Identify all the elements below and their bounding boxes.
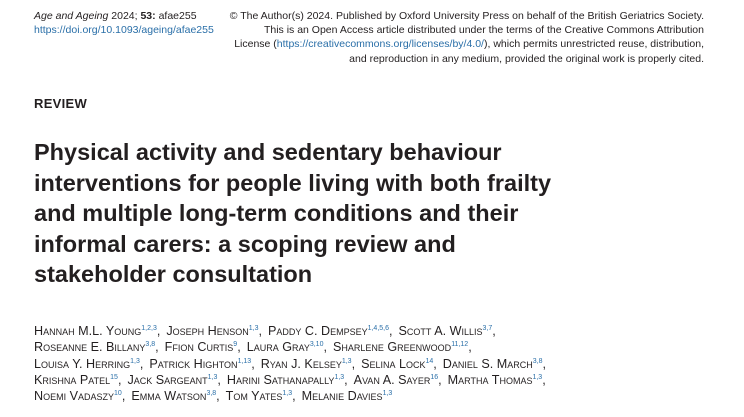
author-name[interactable]: Patrick Highton$^{1,13}$,: [149, 356, 255, 371]
journal-volume: 53:: [140, 10, 156, 22]
author-line: [34, 339, 734, 355]
author-name[interactable]: Sharlene Greenwood$^{11,12}$,: [332, 340, 472, 355]
author-name[interactable]: Melanie Davies$^{1,3}$: [301, 389, 393, 404]
author-name[interactable]: Ffion Curtis$^9$,: [164, 340, 241, 355]
affiliation-marker[interactable]: 16: [430, 373, 439, 381]
license-text: License (: [234, 38, 277, 51]
license-line: This is an Open Access article distributed under the terms of the Creative Commons Attribution: [263, 24, 704, 37]
title-line: informal carers: a scoping review and: [34, 230, 456, 257]
license-notice: [204, 9, 704, 66]
title-line: Physical activity and sedentary behaviour: [34, 139, 502, 165]
author-name[interactable]: Paddy C. Dempsey$^{1,4,5,6}$,: [267, 324, 393, 338]
affiliation-marker[interactable]: 1,3: [334, 373, 345, 381]
affiliation-marker[interactable]: 15: [110, 373, 118, 381]
affiliation-marker[interactable]: 1,3: [130, 357, 140, 365]
affiliation-marker[interactable]: 3,8: [145, 341, 156, 349]
affiliation-marker[interactable]: 1,3: [341, 357, 352, 365]
section-label: REVIEW: [34, 96, 88, 111]
author-line: [34, 372, 734, 388]
author-name[interactable]: Roseanne E. Billany$^{3,8}$,: [34, 340, 159, 355]
citation-header: [34, 9, 214, 37]
title-line: and multiple long-term conditions and their: [34, 200, 519, 226]
affiliation-marker[interactable]: 3,7: [482, 325, 493, 332]
affiliation-marker[interactable]: 9: [233, 341, 238, 349]
author-list: [34, 323, 734, 404]
author-name[interactable]: Louisa Y. Herring$^{1,3}$,: [34, 356, 144, 371]
author-name[interactable]: Joseph Henson$^{1,3}$,: [166, 324, 262, 338]
author-name[interactable]: Emma Watson$^{3,8}$,: [131, 389, 220, 404]
author-name[interactable]: Tom Yates$^{1,3}$,: [225, 389, 296, 404]
title-line: interventions for people living with both frailty: [34, 169, 552, 196]
author-name[interactable]: Hannah M.L. Young$^{1,2,3}$,: [34, 324, 161, 338]
affiliation-marker[interactable]: 1,4,5,6: [367, 325, 390, 332]
license-text: ), which permits unrestricted reuse, distribution,: [483, 38, 704, 51]
affiliation-marker[interactable]: 14: [425, 357, 434, 365]
license-line: © The Author(s) 2024. Published by Oxford University Press on behalf of the British Geriatrics Society.: [229, 10, 704, 22]
license-line: [204, 37, 704, 51]
affiliation-marker[interactable]: 1,3: [532, 373, 543, 381]
affiliation-marker[interactable]: 3,8: [206, 390, 217, 398]
author-name[interactable]: Selina Lock$^{14}$,: [361, 356, 437, 371]
author-name[interactable]: Laura Gray$^{3,10}$,: [246, 340, 327, 355]
affiliation-marker[interactable]: 1,13: [237, 357, 252, 365]
author-name[interactable]: Scott A. Willis$^{3,7}$,: [398, 324, 496, 338]
citation-line: [34, 9, 214, 23]
article-number: afae255: [158, 10, 197, 22]
affiliation-marker[interactable]: 1,3: [282, 390, 293, 398]
affiliation-marker[interactable]: 10: [114, 390, 122, 398]
doi-link[interactable]: https://doi.org/10.1093/ageing/afae255: [34, 24, 214, 36]
author-line: [34, 356, 734, 372]
author-name[interactable]: Noemi Vadaszy$^{10}$,: [34, 389, 126, 404]
affiliation-marker[interactable]: 1,2,3: [141, 325, 157, 332]
affiliation-marker[interactable]: 1,3: [248, 325, 259, 332]
author-name[interactable]: Harini Sathanapally$^{1,3}$,: [226, 372, 348, 387]
affiliation-marker[interactable]: 3,10: [309, 341, 324, 349]
author-line: [34, 323, 734, 339]
title-line: stakeholder consultation: [34, 261, 313, 287]
affiliation-marker[interactable]: 1,3: [382, 390, 393, 398]
author-name[interactable]: Krishna Patel$^{15}$,: [34, 372, 122, 387]
affiliation-marker[interactable]: 3,8: [532, 357, 543, 365]
author-line: [34, 388, 734, 404]
affiliation-marker[interactable]: 11,12: [451, 341, 469, 349]
journal-name: Age and Ageing: [34, 10, 109, 22]
article-title: [34, 137, 724, 290]
author-name[interactable]: Martha Thomas$^{1,3}$,: [447, 372, 546, 387]
author-name[interactable]: Avan A. Sayer$^{16}$,: [353, 372, 442, 387]
affiliation-marker[interactable]: 1,3: [207, 373, 218, 381]
author-name[interactable]: Daniel S. March$^{3,8}$,: [442, 356, 547, 371]
author-name[interactable]: Jack Sargeant$^{1,3}$,: [127, 372, 221, 387]
author-name[interactable]: Ryan J. Kelsey$^{1,3}$,: [260, 356, 356, 371]
license-line: and reproduction in any medium, provided the original work is properly cited.: [349, 52, 704, 65]
license-link[interactable]: https://creativecommons.org/licenses/by/4.0/: [276, 38, 484, 51]
journal-year: 2024;: [111, 10, 138, 22]
